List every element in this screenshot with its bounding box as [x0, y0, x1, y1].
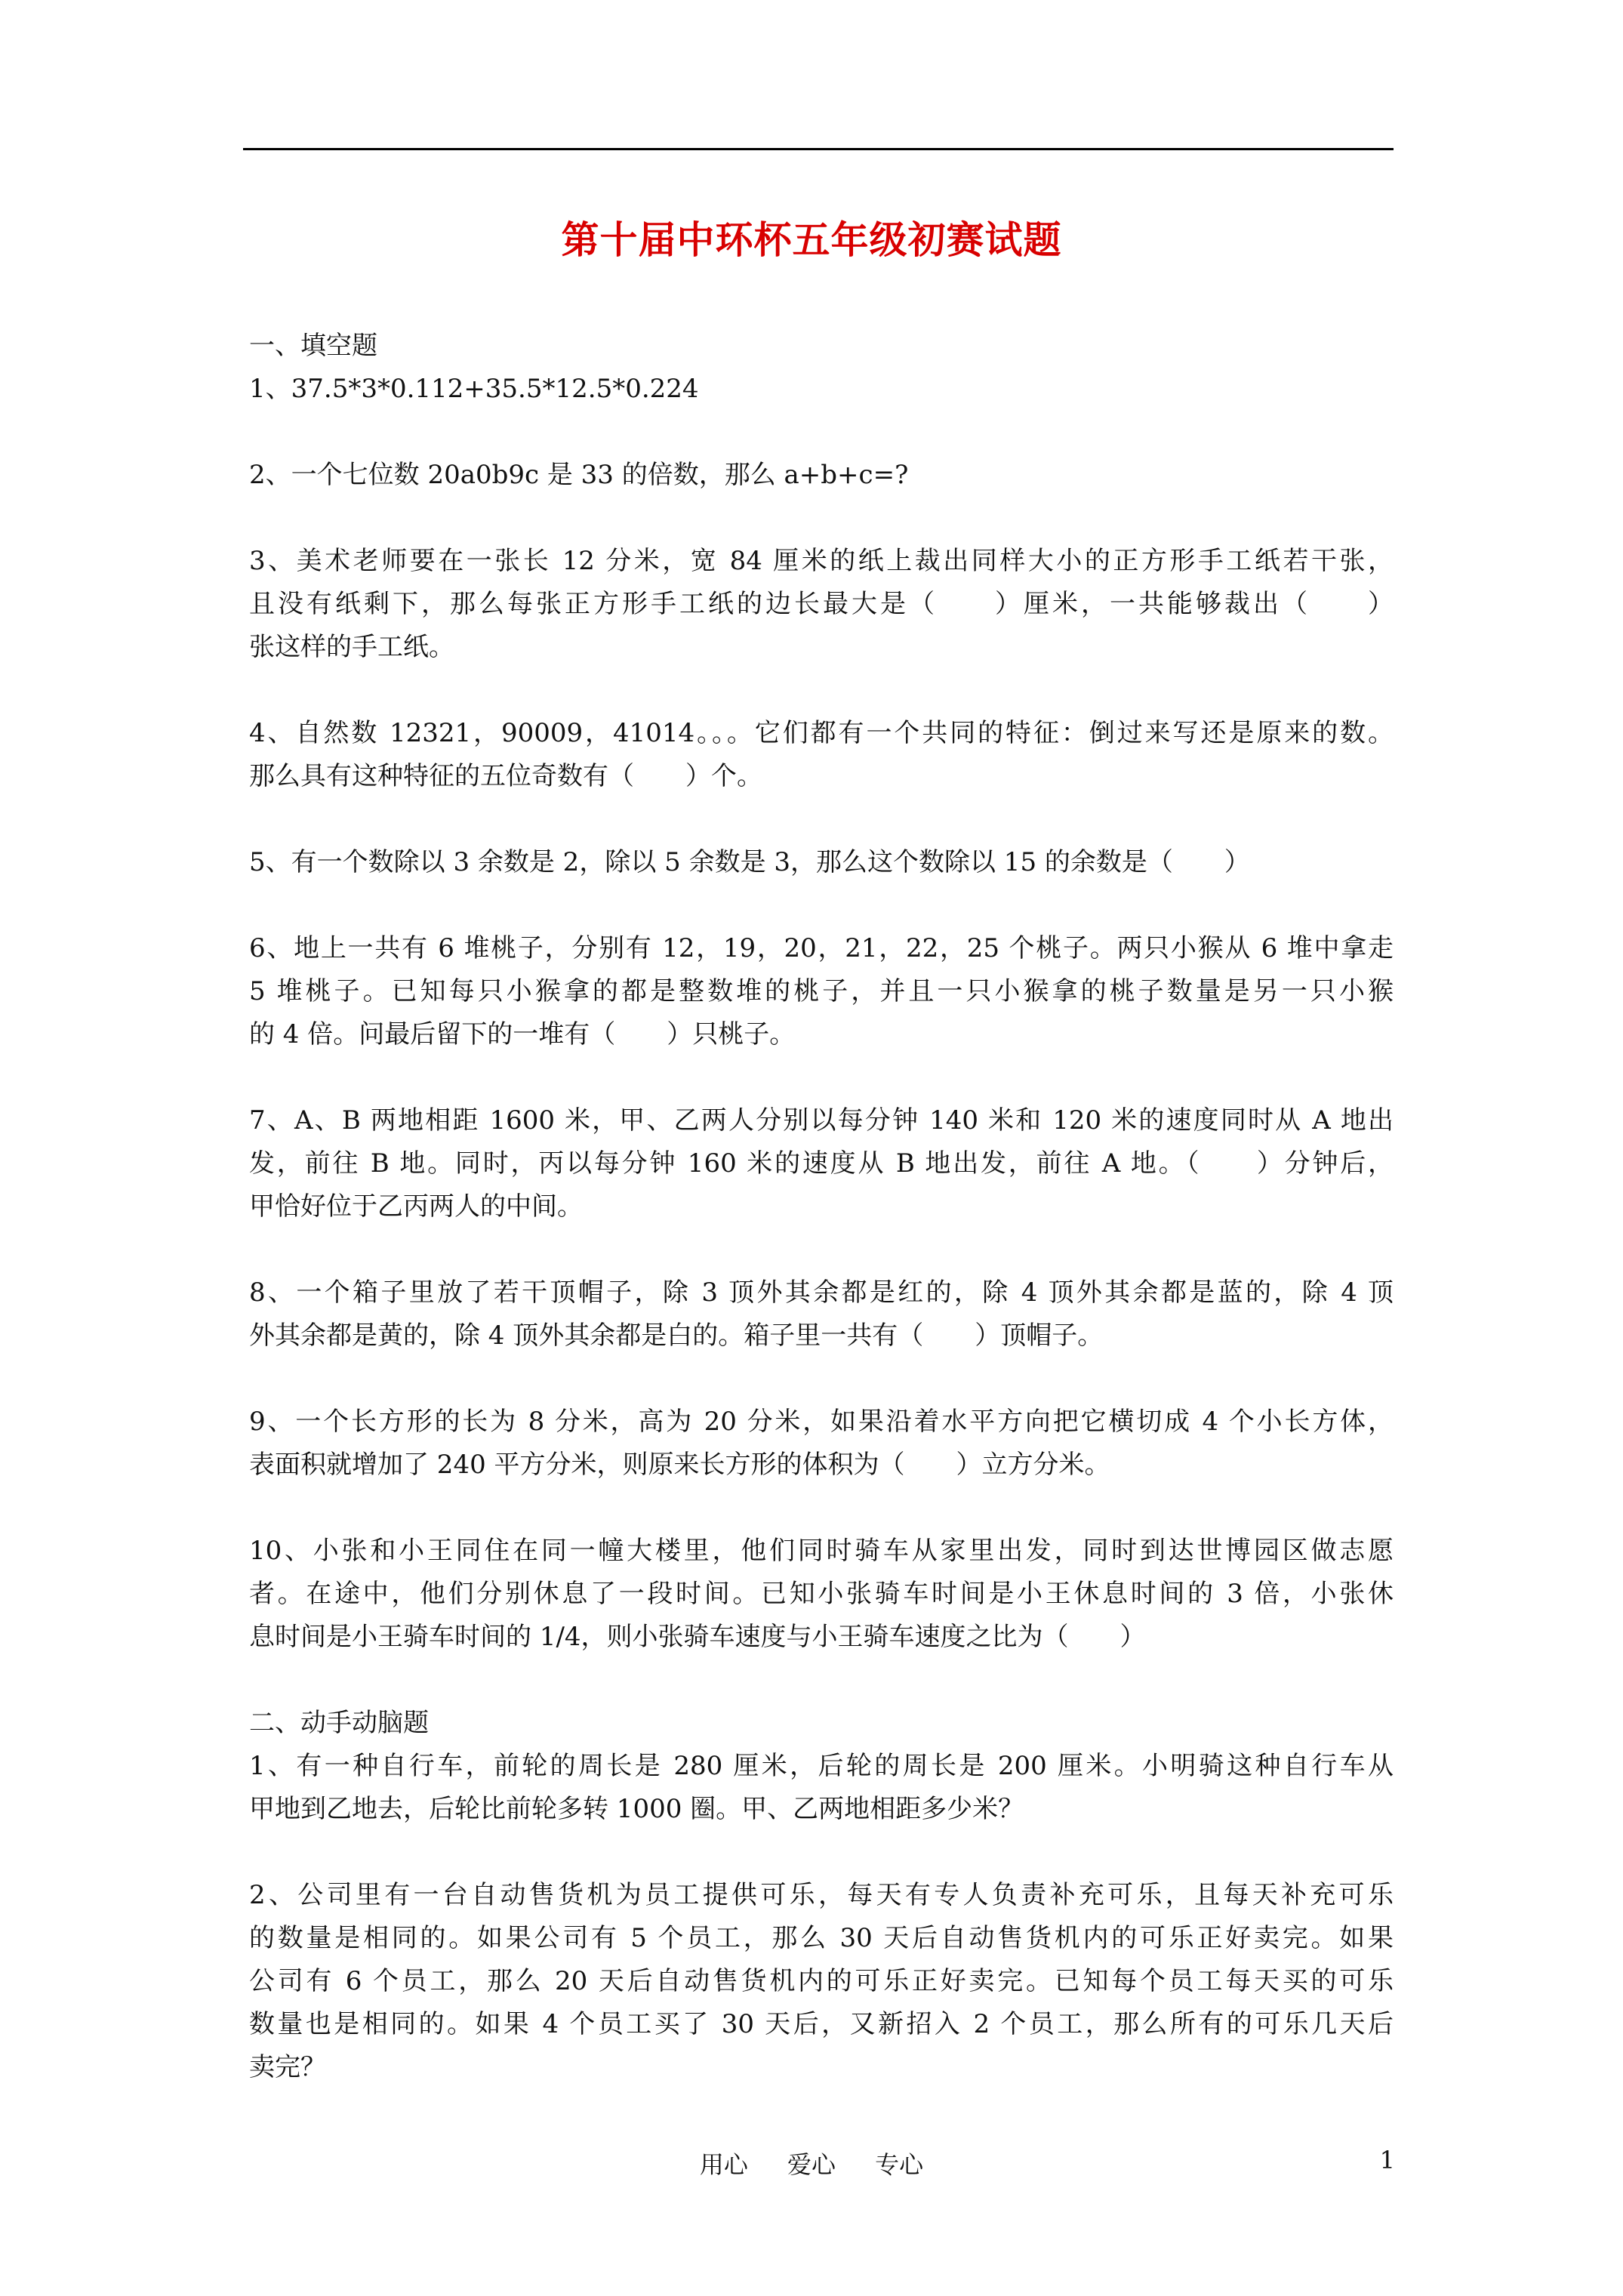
page-footer [0, 2146, 1623, 2182]
header-rule [243, 148, 1394, 150]
section-heading-hands-on: 二、动手动脑题 [249, 1708, 429, 1738]
question-1-8: 8、一个箱子里放了若干顶帽子，除 3 顶外其余都是红的，除 4 顶外其余都是蓝的，除 4 顶 外其余都是黄的，除 4 顶外其余都是白的。箱子里一共有（ ）顶帽子。 [249, 1277, 1394, 1351]
question-2-1: 1、有一种自行车，前轮的周长是 280 厘米，后轮的周长是 200 厘米。小明骑这种自行车从 甲地到乙地去，后轮比前轮多转 1000 圈。甲、乙两地相距多少米？ [249, 1751, 1394, 1824]
question-1-7: 7、A、B 两地相距 1600 米，甲、乙两人分别以每分钟 140 米和 120 米的速度同时从 A 地出 发，前往 B 地。同时，丙以每分钟 160 米的速度从 B 地出发，前往 A 地。（ ）分钟后， 甲恰好位于乙丙两人的中间。 [249, 1105, 1394, 1222]
footer-motto: 用心 爱心 专心 [699, 2150, 924, 2179]
question-1-2: 2、一个七位数 20a0b9c 是 33 的倍数，那么 a+b+c=? [249, 460, 909, 490]
question-1-4: 4、自然数 12321，90009，41014。。。它们都有一个共同的特征：倒过来写还是原来的数。 那么具有这种特征的五位奇数有（ ）个。 [249, 718, 1394, 791]
question-1-3: 3、美术老师要在一张长 12 分米，宽 84 厘米的纸上裁出同样大小的正方形手工纸若干张， 且没有纸剩下，那么每张正方形手工纸的边长最大是（ ）厘米，一共能够裁出（ ） 张这样的手工纸。 [249, 546, 1394, 662]
question-1-10: 10、小张和小王同住在同一幢大楼里，他们同时骑车从家里出发，同时到达世博园区做志愿 者。在途中，他们分别休息了一段时间。已知小张骑车时间是小王休息时间的 3 倍，小张休 息时间是小王骑车时间的 1/4，则小张骑车速度与小王骑车速度之比为（ ） [249, 1536, 1394, 1652]
question-2-2: 2、公司里有一台自动售货机为员工提供可乐，每天有专人负责补充可乐，且每天补充可乐 的数量是相同的。如果公司有 5 个员工，那么 30 天后自动售货机内的可乐正好卖完。如果 公司有 6 个员工，那么 20 天后自动售货机内的可乐正好卖完。已知每个员工每天买的可乐 数量也是相同的。如果 4 个员工买了 30 天后，又新招入 2 个员工，那么所有的可乐几天后 卖完？ [249, 1880, 1394, 2082]
document-body [249, 325, 1394, 2089]
page-number: 1 [1379, 2146, 1395, 2174]
question-1-1: 1、37.5*3*0.112+35.5*12.5*0.224 [249, 374, 699, 404]
question-1-6: 6、地上一共有 6 堆桃子，分别有 12，19，20，21，22，25 个桃子。两只小猴从 6 堆中拿走 5 堆桃子。已知每只小猴拿的都是整数堆的桃子，并且一只小猴拿的桃子数量是另一只小猴 的 4 倍。问最后留下的一堆有（ ）只桃子。 [249, 933, 1394, 1049]
question-1-9: 9、一个长方形的长为 8 分米，高为 20 分米，如果沿着水平方向把它横切成 4 个小长方体， 表面积就增加了 240 平方分米，则原来长方形的体积为（ ）立方分米。 [249, 1407, 1394, 1480]
question-1-5: 5、有一个数除以 3 余数是 2，除以 5 余数是 3，那么这个数除以 15 的余数是（ ） [249, 847, 1250, 877]
page-title: 第十届中环杯五年级初赛试题 [561, 218, 1062, 262]
section-heading-fill-in: 一、填空题 [249, 331, 377, 361]
